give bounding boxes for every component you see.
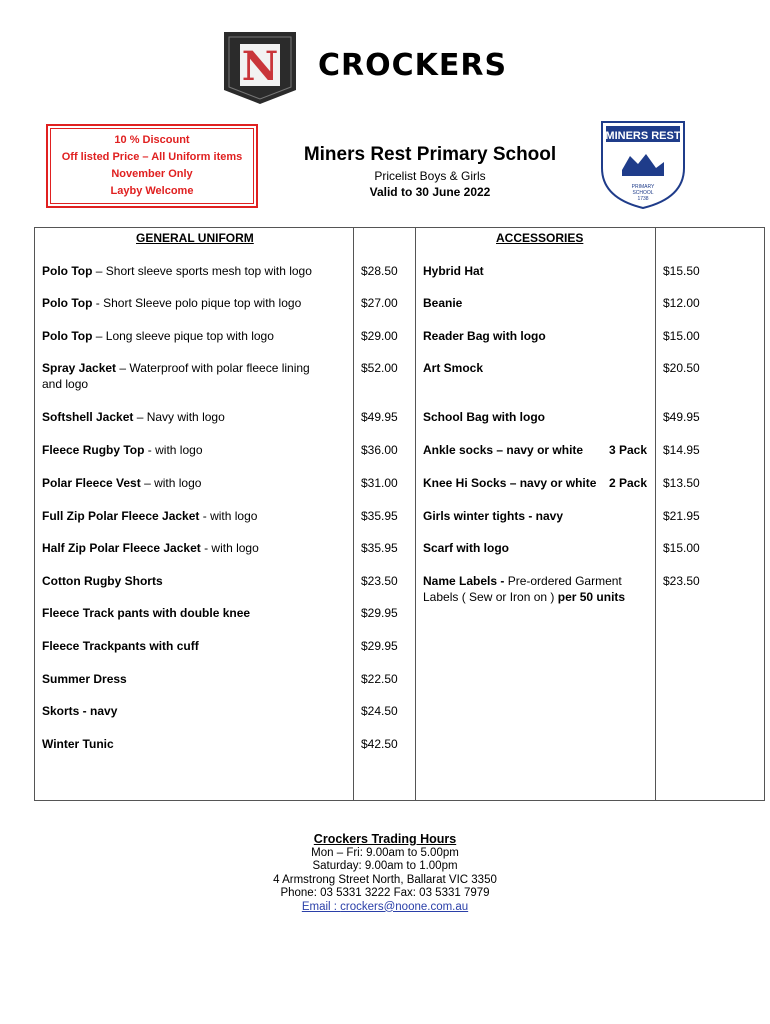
uniform-item: Polo Top – Short sleeve sports mesh top with logo — [42, 264, 312, 278]
svg-text:1738: 1738 — [637, 196, 649, 202]
uniform-item: Skorts - navy — [42, 704, 118, 718]
accessory-price: $23.50 — [663, 574, 700, 588]
uniform-price: $27.00 — [361, 296, 398, 310]
accessory-price: $21.95 — [663, 509, 700, 523]
pack-size: 2 Pack — [609, 476, 648, 490]
promo-line: Layby Welcome — [110, 185, 194, 197]
uniform-price: $35.95 — [361, 541, 398, 555]
uniform-price: $49.95 — [361, 410, 398, 424]
accessories-header: ACCESSORIES — [496, 231, 584, 245]
accessory-price: $15.00 — [663, 329, 700, 343]
phone-fax: Phone: 03 5331 3222 Fax: 03 5331 7979 — [280, 887, 490, 899]
promo-line: November Only — [111, 168, 193, 180]
uniform-price: $23.50 — [361, 574, 398, 588]
accessory-item: Name Labels - Pre-ordered Garment Labels ( Sew or Iron on ) per 50 units — [423, 574, 626, 604]
title-block — [270, 144, 590, 199]
uniform-item: Softshell Jacket – Navy with logo — [42, 410, 225, 424]
email-link[interactable]: Email : crockers@noone.com.au — [301, 900, 469, 913]
svg-text:PRIMARY: PRIMARY — [631, 184, 655, 190]
uniform-item: Spray Jacket – Waterproof with polar fleece lining and logo — [42, 361, 310, 391]
pack-size: 3 Pack — [609, 443, 648, 457]
uniform-item: Fleece Rugby Top - with logo — [42, 443, 203, 457]
accessory-price: $13.50 — [663, 476, 700, 490]
address: 4 Armstrong Street North, Ballarat VIC 3350 — [273, 873, 497, 886]
uniform-item: Full Zip Polar Fleece Jacket - with logo — [42, 509, 258, 523]
footer — [0, 833, 770, 914]
trading-hours-title: Crockers Trading Hours — [313, 832, 457, 846]
svg-text:MINERS REST: MINERS REST — [605, 130, 681, 142]
uniform-item: Cotton Rugby Shorts — [42, 574, 163, 588]
brand-name: CROCKERS — [318, 48, 508, 83]
uniform-price: $29.95 — [361, 639, 398, 653]
accessory-item: Ankle socks – navy or white — [423, 443, 584, 457]
uniform-item: Polo Top – Long sleeve pique top with logo — [42, 329, 274, 343]
uniform-price: $35.95 — [361, 509, 398, 523]
accessory-item: Girls winter tights - navy — [423, 509, 564, 523]
hours-saturday: Saturday: 9.00am to 1.00pm — [312, 860, 458, 872]
uniform-price: $52.00 — [361, 361, 398, 375]
price-table — [34, 227, 765, 801]
uniform-price: $29.95 — [361, 606, 398, 620]
accessory-item: Scarf with logo — [423, 541, 510, 555]
accessory-price: $49.95 — [663, 410, 700, 424]
general-uniform-header: GENERAL UNIFORM — [136, 231, 254, 245]
accessory-price: $14.95 — [663, 443, 700, 457]
school-title: Miners Rest Primary School — [303, 144, 557, 165]
uniform-price: $29.00 — [361, 329, 398, 343]
uniform-item: Fleece Trackpants with cuff — [42, 639, 199, 653]
uniform-price: $42.50 — [361, 737, 398, 751]
uniform-item: Winter Tunic — [42, 737, 114, 751]
uniform-item: Half Zip Polar Fleece Jacket - with logo — [42, 541, 259, 555]
crockers-logo-icon — [222, 30, 298, 106]
uniform-item: Summer Dress — [42, 672, 127, 686]
hours-weekday: Mon – Fri: 9.00am to 5.00pm — [311, 846, 459, 859]
promo-line: 10 % Discount — [114, 134, 190, 146]
uniform-item: Polo Top - Short Sleeve polo pique top with logo — [42, 296, 302, 310]
promo-box — [46, 124, 258, 208]
uniform-item: Polar Fleece Vest – with logo — [42, 476, 202, 490]
uniform-price: $28.50 — [361, 264, 398, 278]
accessory-item: Beanie — [423, 296, 463, 310]
accessory-item: Reader Bag with logo — [423, 329, 546, 343]
valid-date: Valid to 30 June 2022 — [369, 185, 491, 199]
svg-text:N: N — [241, 43, 279, 90]
accessory-item: Knee Hi Socks – navy or white — [423, 476, 597, 490]
accessory-price: $12.00 — [663, 296, 700, 310]
subtitle: Pricelist Boys & Girls — [374, 169, 486, 183]
uniform-item: Fleece Track pants with double knee — [42, 606, 251, 620]
accessory-item: Art Smock — [423, 361, 484, 375]
accessory-price: $15.00 — [663, 541, 700, 555]
accessory-item: Hybrid Hat — [423, 264, 484, 278]
uniform-price: $31.00 — [361, 476, 398, 490]
promo-line: Off listed Price – All Uniform items — [61, 151, 243, 163]
uniform-price: $22.50 — [361, 672, 398, 686]
svg-text:SCHOOL: SCHOOL — [632, 190, 654, 196]
accessory-price: $15.50 — [663, 264, 700, 278]
uniform-price: $24.50 — [361, 704, 398, 718]
school-badge-icon — [598, 118, 688, 210]
accessory-item: School Bag with logo — [423, 410, 545, 424]
accessory-price: $20.50 — [663, 361, 700, 375]
uniform-price: $36.00 — [361, 443, 398, 457]
